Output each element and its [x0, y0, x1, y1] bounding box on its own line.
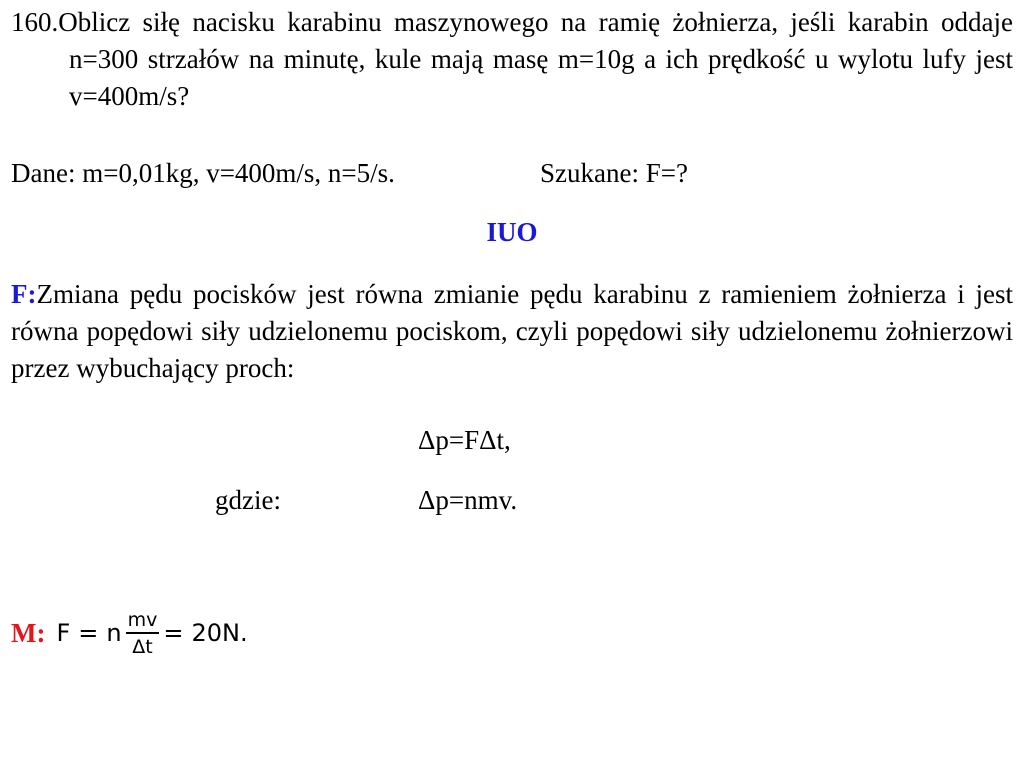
formula-equals-1: =: [78, 619, 99, 647]
where-label: gdzie:: [215, 485, 281, 515]
fraction: [126, 609, 160, 658]
formula-equals-2: =: [163, 619, 184, 647]
formula-n: n: [106, 619, 122, 647]
problem-statement: 160.Oblicz siłę nacisku karabinu maszynowego na ramię żołnierza, jeśli karabin oddaje n=300 strzałów na minutę, kule mają masę m=10g a ich prędkość u wylotu lufy jest v=400m/s?: [11, 7, 1013, 111]
f-label: F:: [11, 279, 37, 309]
fraction-numerator: mv: [126, 609, 160, 634]
formula-result: 20N.: [191, 619, 248, 647]
math-solution: [11, 598, 248, 668]
formula-lhs: F: [56, 619, 71, 647]
sought-quantity: Szukane: F=?: [540, 158, 688, 188]
given-data: Dane: m=0,01kg, v=400m/s, n=5/s.: [11, 158, 395, 188]
f-text: Zmiana pędu pocisków jest równa zmianie pędu karabinu z ramieniem żołnierza i jest równa popędowi siły udzielonemu pociskom, czyli popędowi siły udzielonemu żołnierzowi przez wybuchający proch:: [11, 279, 1013, 383]
fraction-denominator: Δt: [132, 635, 153, 658]
iuo-heading: IUO: [486, 217, 538, 247]
impulse-equation: Δp=FΔt,: [418, 425, 511, 455]
momentum-equation: Δp=nmv.: [418, 485, 518, 515]
m-label: M:: [11, 617, 46, 648]
force-formula: [56, 609, 247, 658]
physics-explanation: [11, 276, 1013, 387]
